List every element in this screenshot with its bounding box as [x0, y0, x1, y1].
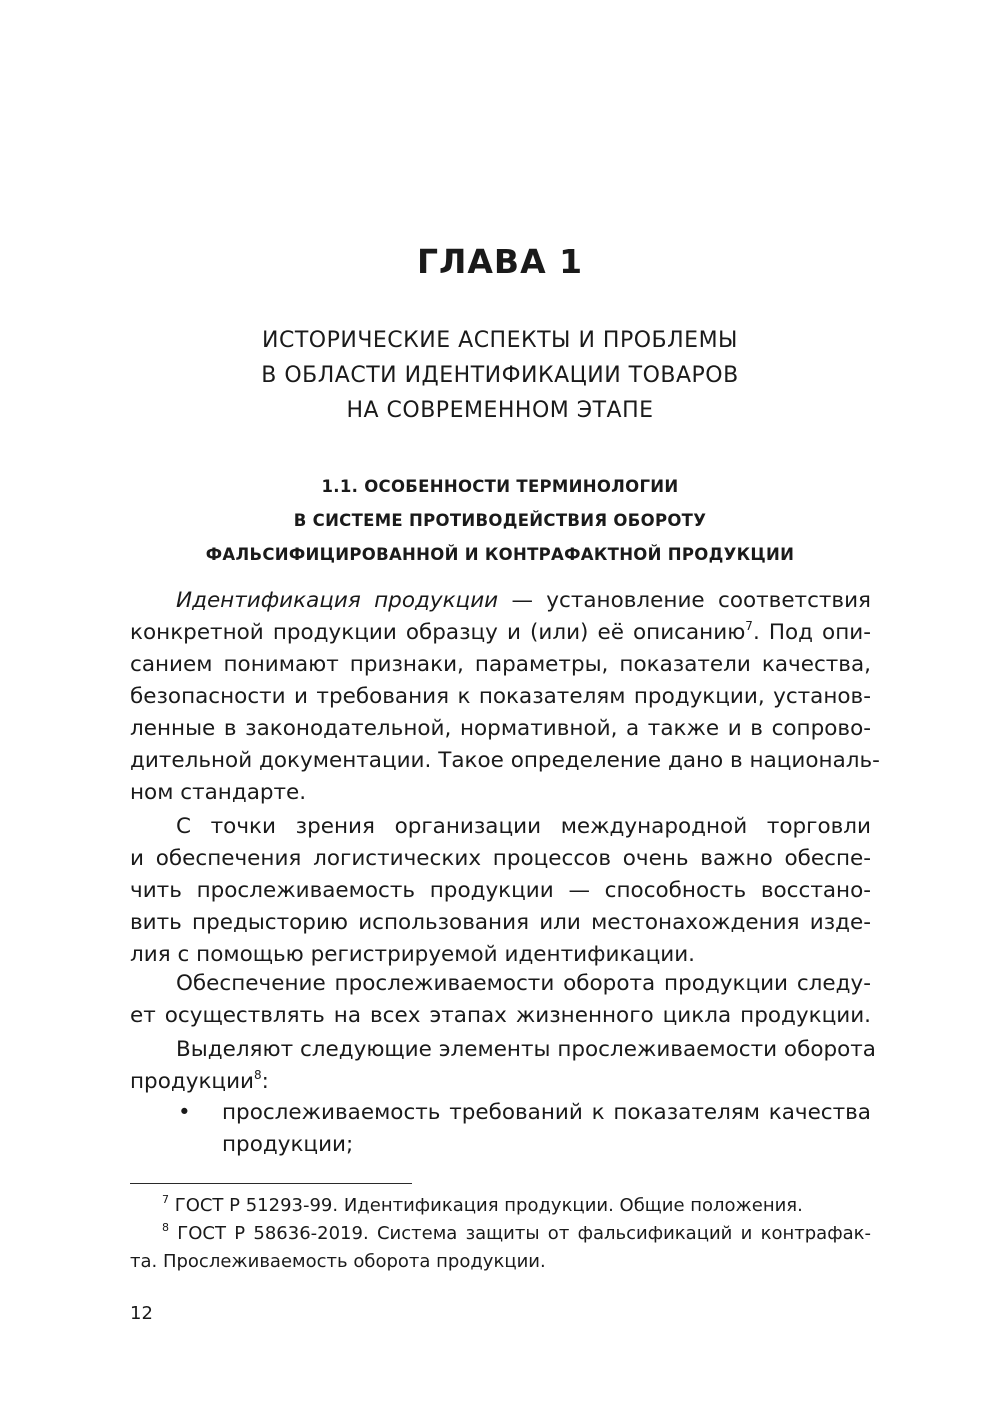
section-title-line: В СИСТЕМЕ ПРОТИВОДЕЙСТВИЯ ОБОРОТУ	[293, 511, 707, 530]
text-fragment: :	[261, 1069, 269, 1094]
section-title-line: 1.1. ОСОБЕННОСТИ ТЕРМИНОЛОГИИ	[321, 477, 679, 496]
section-title	[150, 470, 850, 572]
footnotes	[130, 1192, 871, 1276]
text-line: Обеспечение прослеживаемости оборота продукции следу-	[176, 971, 871, 996]
footnote-line	[130, 1220, 871, 1248]
footnote-7	[130, 1192, 871, 1220]
text-line: и обеспечения логистических процессов очень важно обеспе-	[130, 846, 871, 871]
footnote-number: 8	[162, 1221, 169, 1234]
text-fragment: конкретной продукции образцу и (или) её описанию	[130, 620, 746, 645]
text-line: дительной документации. Такое определение дано в националь-	[130, 748, 880, 773]
chapter-subtitle-line: ИСТОРИЧЕСКИЕ АСПЕКТЫ И ПРОБЛЕМЫ	[262, 328, 738, 353]
bullet-row	[130, 1097, 871, 1161]
bullet-icon: •	[178, 1100, 191, 1125]
text-line: прослеживаемость требований к показателям качества	[222, 1100, 871, 1125]
chapter-subtitle-line: НА СОВРЕМЕННОМ ЭТАПЕ	[346, 398, 654, 423]
text-fragment: продукции	[130, 1069, 255, 1094]
chapter-subtitle-line: В ОБЛАСТИ ИДЕНТИФИКАЦИИ ТОВАРОВ	[261, 363, 739, 388]
text-line: продукции;	[222, 1132, 354, 1157]
footnote-text: ГОСТ Р 58636-2019. Система защиты от фальсификаций и контрафак-	[169, 1223, 871, 1244]
text-line: ет осуществлять на всех этапах жизненного цикла продукции.	[130, 1003, 871, 1028]
text-line: безопасности и требования к показателям продукции, установ-	[130, 684, 871, 709]
chapter-title: ГЛАВА 1	[416, 242, 584, 281]
chapter-subtitle	[150, 323, 850, 428]
text-line: С точки зрения организации международной торговли	[176, 814, 871, 839]
text-fragment: — установление соответствия	[498, 588, 871, 613]
term-italic: Идентификация продукции	[176, 588, 499, 613]
paragraph-identification-definition	[130, 585, 880, 809]
paragraph-lifecycle	[130, 968, 871, 1032]
text-line: Выделяют следующие элементы прослеживаемости оборота	[176, 1037, 876, 1062]
text-line	[130, 585, 871, 617]
footnote-number: 7	[162, 1193, 169, 1206]
text-line: ленные в законодательной, нормативной, а также и в сопрово-	[130, 716, 871, 741]
paragraph-elements	[130, 1034, 876, 1098]
footnote-8	[130, 1220, 871, 1276]
paragraph-traceability	[130, 811, 871, 971]
footnote-ref-8: 8	[254, 1068, 262, 1082]
text-line: лия с помощью регистрируемой идентификации.	[130, 942, 696, 967]
text-line	[130, 617, 871, 649]
footnote-line: та. Прослеживаемость оборота продукции.	[130, 1251, 546, 1272]
footnote-divider	[130, 1183, 412, 1184]
text-line: чить прослеживаемость продукции — способность восстано-	[130, 878, 871, 903]
footnote-ref-7: 7	[745, 619, 753, 633]
bullet-list-item	[130, 1097, 871, 1161]
text-line	[130, 1066, 871, 1098]
text-line: вить предысторию использования или местонахождения изде-	[130, 910, 871, 935]
page-number: 12	[130, 1303, 153, 1324]
text-line: санием понимают признаки, параметры, показатели качества,	[130, 652, 871, 677]
text-line: ном стандарте.	[130, 780, 307, 805]
footnote-text: ГОСТ Р 51293-99. Идентификация продукции. Общие положения.	[169, 1195, 803, 1216]
text-fragment: . Под опи-	[752, 620, 871, 645]
section-title-line: ФАЛЬСИФИЦИРОВАННОЙ И КОНТРАФАКТНОЙ ПРОДУКЦИИ	[205, 545, 795, 564]
